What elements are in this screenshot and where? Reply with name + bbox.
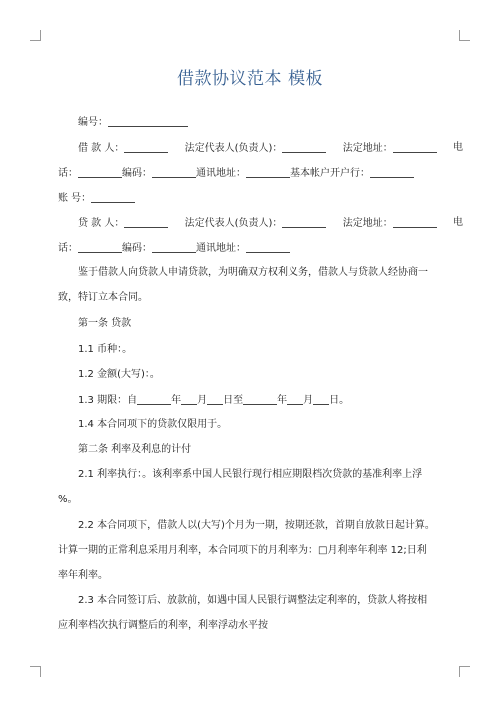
borrower-account-line: 账 号：: [58, 192, 443, 205]
article-heading: 第二条 利率及利息的计付: [78, 444, 192, 455]
clause-line: 1.1 币种：。: [78, 344, 133, 355]
clause-line: 计算一期的正常利息采用月利率，本合同项下的月利率为：□月利率年利率 12;日利: [58, 545, 427, 556]
blank: [137, 394, 171, 405]
blank: [282, 217, 326, 228]
clause-line: 2.1 利率执行：。该利率系中国人民银行现行相应期限档次贷款的基准利率上浮: [78, 469, 423, 480]
blank: [287, 394, 303, 405]
clause-line: 1.4 本合同项下的贷款仅限用于。: [78, 419, 228, 430]
paragraph-line: 鉴于借款人向贷款人申请贷款，为明确双方权利义务，借款人与贷款人经协商一: [78, 267, 428, 278]
blank: [370, 167, 414, 178]
borrower-line: 借 款 人： 法定代表人(负责人)： 法定地址： 电: [78, 142, 463, 154]
blank: [393, 217, 437, 228]
term-line: 1.3 期限：自 年 月 日至 年 月 日。: [78, 395, 350, 406]
clause-line: 应利率档次执行调整后的利率，利率浮动水平按: [58, 620, 268, 631]
clause-line: 2.3 本合同签订后、放款前，如遇中国人民银行调整法定利率的，贷款人将按相: [78, 595, 428, 606]
article-heading: 第一条 贷款: [78, 318, 132, 329]
blank: [243, 394, 277, 405]
blank: [282, 142, 326, 153]
blank: [207, 394, 223, 405]
clause-line: 1.2 金额(大写)：。: [78, 369, 160, 380]
blank: [313, 394, 329, 405]
blank: [246, 242, 290, 253]
blank: [152, 242, 196, 253]
blank: [393, 142, 437, 153]
blank: [78, 242, 122, 253]
blank: [108, 116, 188, 127]
blank: [152, 167, 196, 178]
blank: [124, 142, 168, 153]
blank: [246, 167, 290, 178]
blank: [181, 394, 197, 405]
clause-line: 率年利率。: [58, 570, 108, 581]
lender-contact-line: 话： 编码： 通讯地址：: [58, 242, 443, 255]
blank: [91, 192, 135, 203]
borrower-contact-line: 话： 编码： 通讯地址： 基本帐户开户行：: [58, 167, 443, 180]
crop-mark-bottom-right: [459, 666, 470, 677]
blank: [78, 167, 122, 178]
paragraph-line: 致，特订立本合同。: [58, 292, 148, 303]
blank: [124, 217, 168, 228]
clause-line: %。: [58, 494, 78, 505]
clause-line: 2.2 本合同项下，借款人以(大写)个月为一期，按期还款，首期自放款日起计算。: [78, 520, 435, 531]
document-title: 借款协议范本 模板: [177, 69, 323, 89]
lender-line: 贷 款 人： 法定代表人(负责人)： 法定地址： 电: [78, 217, 463, 229]
crop-mark-top-left: [30, 30, 41, 41]
crop-mark-top-right: [459, 30, 470, 41]
crop-mark-bottom-left: [30, 666, 41, 677]
contract-number-line: 编号：: [58, 116, 463, 129]
